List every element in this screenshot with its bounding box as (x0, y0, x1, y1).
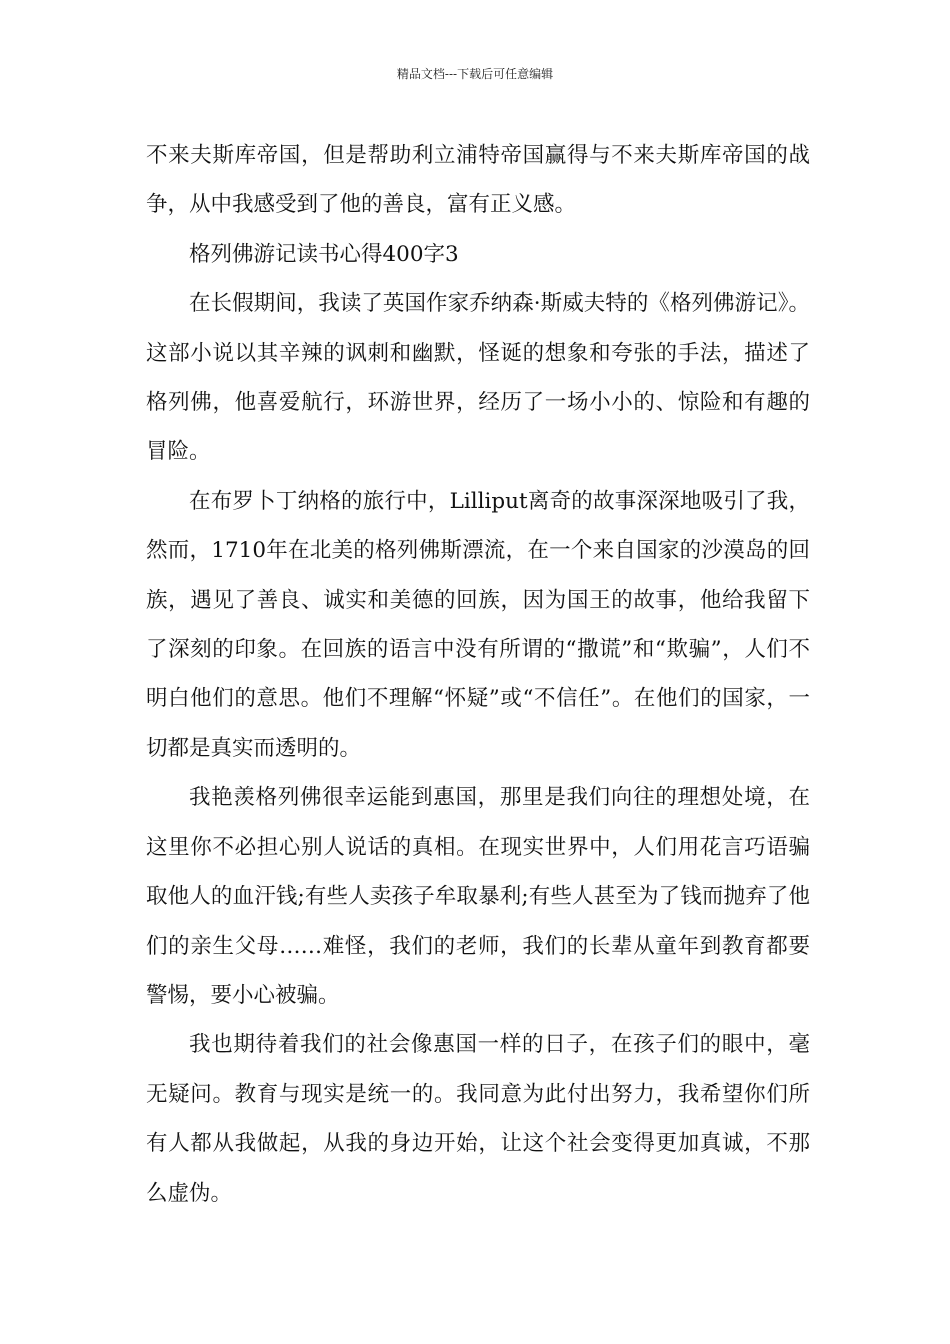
paragraph: 在长假期间，我读了英国作家乔纳森·斯威夫特的《格列佛游记》。这部小说以其辛辣的讽刺和幽默，怪诞的想象和夸张的手法，描述了格列佛，他喜爱航行，环游世界，经历了一场小小的、惊险和有趣的冒险。 (146, 291, 810, 465)
document-body (146, 131, 810, 1218)
section-heading: 格列佛游记读书心得400字3 (189, 241, 459, 267)
paragraph: 我艳羡格列佛很幸运能到惠国，那里是我们向往的理想处境，在这里你不必担心别人说话的真相。在现实世界中，人们用花言巧语骗取他人的血汗钱;有些人卖孩子牟取暴利;有些人甚至为了钱而抛弃了他们的亲生父母……难怪，我们的老师，我们的长辈从童年到教育都要警惕，要小心被骗。 (146, 785, 810, 1008)
page-header: 精品文档---下载后可任意编辑 (396, 67, 554, 81)
paragraph-continuation: 不来夫斯库帝国，但是帮助利立浦特帝国赢得与不来夫斯库帝国的战争，从中我感受到了他的善良，富有正义感。 (146, 143, 810, 218)
paragraph: 在布罗卜丁纳格的旅行中，Lilliput离奇的故事深深地吸引了我，然而，1710年在北美的格列佛斯漂流，在一个来自国家的沙漠岛的回族，遇见了善良、诚实和美德的回族，因为国王的故事，他给我留下了深刻的印象。在回族的语言中没有所谓的“撒谎”和“欺骗”，人们不明白他们的意思。他们不理解“怀疑”或“不信任”。在他们的国家，一切都是真实而透明的。 (146, 488, 810, 761)
paragraph: 我也期待着我们的社会像惠国一样的日子，在孩子们的眼中，毫无疑问。教育与现实是统一的。我同意为此付出努力，我希望你们所有人都从我做起，从我的身边开始，让这个社会变得更加真诚，不那么虚伪。 (146, 1032, 810, 1206)
